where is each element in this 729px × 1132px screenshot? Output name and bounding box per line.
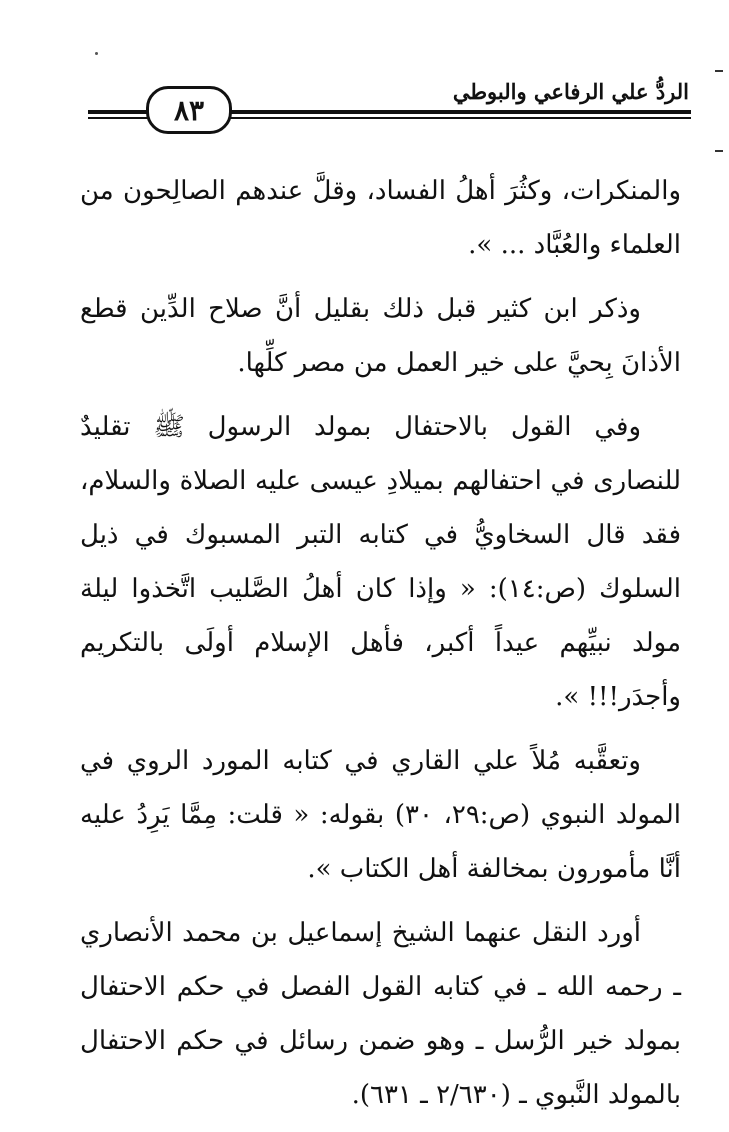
paragraph-2: وذكر ابن كثير قبل ذلك بقليل أنَّ صلاح الدِّين قطع الأذانَ بِحيَّ على خير العمل من مصر كلِّها.: [80, 294, 681, 378]
page-speck: [95, 52, 98, 55]
paragraph-5: أورد النقل عنهما الشيخ إسماعيل بن محمد الأنصاري ـ رحمه الله ـ في كتابه القول الفصل في حكم الاحتفال بمولد خير الرُّسل ـ وهو ضمن رسائل في حكم الاحتفال بالمولد النَّبوي ـ (٢/٦٣٠ ـ ٦٣١).: [80, 918, 681, 1110]
page-number: ٨٣: [146, 86, 232, 134]
paragraph-1: والمنكرات، وكثُرَ أهلُ الفساد، وقلَّ عندهم الصالِحون من العلماء والعُبَّاد ... ».: [80, 176, 681, 260]
body-text: [80, 164, 681, 1132]
margin-mark-top: [715, 70, 723, 72]
running-header-title: الردُّ علي الرفاعي والبوطي: [452, 79, 689, 104]
paragraph-3: وفي القول بالاحتفال بمولد الرسول ﷺ تقليدٌ للنصارى في احتفالهم بميلادِ عيسى عليه الصلاة والسلام، فقد قال السخاويُّ في كتابه التبر المسبوك في ذيل السلوك (ص:١٤): « وإذا كان أهلُ الصَّليب اتَّخذوا ليلة مولد نبيِّهم عيداً أكبر، فأهل الإسلام أولَى بالتكريم وأجدَر!!! ».: [80, 412, 681, 712]
paragraph-4: وتعقَّبه مُلاً علي القاري في كتابه المورد الروي في المولد النبوي (ص:٢٩، ٣٠) بقوله: « قلت: مِمَّا يَرِدُ عليه أنَّا مأمورون بمخالفة أهل الكتاب ».: [80, 746, 682, 884]
margin-mark-bottom: [715, 150, 723, 152]
